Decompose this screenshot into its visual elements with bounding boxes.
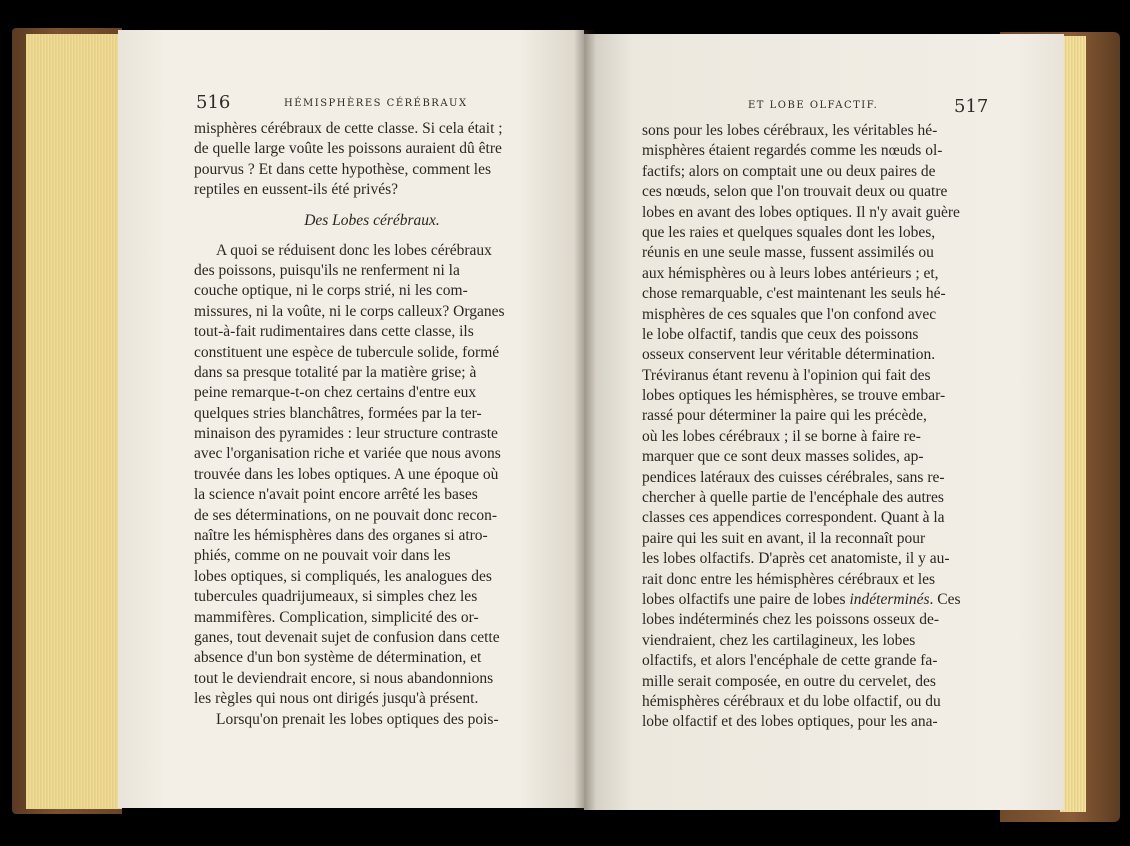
text-line: absence d'un bon système de détermination, et — [194, 649, 482, 667]
text-line: lobes indéterminés chez les poissons osseux de- — [642, 611, 940, 629]
right-page-text — [642, 121, 966, 733]
text-line: classes ces appendices correspondent. Quant à la — [642, 509, 945, 527]
text-line: de quelle large voûte les poissons auraient dû être — [194, 140, 502, 158]
text-line: misphères étaient regardés comme les nœuds ol- — [642, 142, 943, 160]
text-line: des poissons, puisqu'ils ne renferment ni la — [194, 261, 460, 279]
text-line: missures, ni la voûte, ni le corps calleux? Organes — [194, 302, 505, 320]
text-line: mille serait composée, en outre du cervelet, des — [642, 672, 936, 690]
italic-term: indéterminés — [849, 590, 930, 608]
text-line: quelques stries blanchâtres, formées par la ter- — [194, 404, 482, 422]
text-line: misphères cérébraux de cette classe. Si cela était ; — [194, 120, 503, 137]
text-line: lobe olfactif et des lobes optiques, pour les ana- — [642, 713, 938, 731]
text-line: les règles qui nous ont dirigés jusqu'à présent. — [194, 690, 479, 708]
text-line: rassé pour déterminer la paire qui les précède, — [642, 407, 927, 425]
left-page-edges — [26, 34, 122, 809]
text-line: lobes optiques, si compliqués, les analogues des — [194, 567, 492, 585]
text-line: pourvus ? Et dans cette hypothèse, comment les — [194, 160, 492, 178]
text-line: que les raies et quelques squales dont les lobes, — [642, 223, 936, 241]
text-line: olfactifs, et alors l'encéphale de cette grande fa- — [642, 652, 938, 670]
text-line: chose remarquable, c'est maintenant les seuls hé- — [642, 285, 946, 303]
left-page-number: 516 — [196, 92, 231, 113]
text-line: Tréviranus étant revenu à l'opinion qui fait des — [642, 366, 931, 384]
text-line: lobes optiques les hémisphères, se trouve embar- — [642, 387, 946, 405]
text-fragment: lobes olfactifs une paire de lobes — [642, 590, 850, 608]
text-line: aux hémisphères ou à leurs lobes antérieurs ; et, — [642, 264, 939, 282]
left-page-text — [194, 119, 550, 730]
text-line: ces nœuds, selon que l'on trouvait deux ou quatre — [642, 183, 948, 201]
text-line: pendices latéraux des cuisses cérébrales, sans re- — [642, 468, 945, 486]
text-line: sons pour les lobes cérébraux, les véritables hé- — [642, 122, 938, 139]
text-line: la science n'avait point encore arrêté les bases — [194, 486, 478, 504]
text-line: rait donc entre les hémisphères cérébraux et les — [642, 570, 936, 588]
text-line: factifs; alors on comptait une ou deux paires de — [642, 162, 936, 180]
text-line: dans sa presque totalité par la matière grise; à — [194, 363, 477, 381]
text-line: trouvée dans les lobes optiques. A une époque où — [194, 465, 499, 483]
right-running-head: ET LOBE OLFACTIF. — [748, 100, 879, 111]
section-heading: Des Lobes cérébraux. — [304, 211, 440, 229]
text-line: A quoi se réduisent donc les lobes cérébraux — [216, 241, 492, 259]
text-line: tout le deviendrait encore, si nous abandonnions — [194, 669, 494, 687]
text-line: hémisphères cérébraux et du lobe olfactif, ou du — [642, 692, 941, 710]
text-line: avec l'organisation riche et variée que nous avons — [194, 445, 501, 463]
text-line: minaison des pyramides : leur structure contraste — [194, 425, 498, 443]
text-line: misphères de ces squales que l'on confond avec — [642, 305, 937, 323]
right-page-number: 517 — [954, 96, 989, 117]
text-line: ganes, tout devenait sujet de confusion dans cette — [194, 628, 500, 646]
text-line: réunis en une seule masse, fussent assimilés ou — [642, 244, 934, 262]
text-line: naître les hémisphères dans des organes si atro- — [194, 527, 488, 545]
text-line: marquer que ce sont deux masses solides, ap- — [642, 448, 924, 466]
text-fragment: . Ces — [929, 590, 961, 608]
text-line: lobes en avant des lobes optiques. Il n'y avait guère — [642, 203, 960, 221]
text-line: osseux conservent leur véritable détermination. — [642, 346, 936, 364]
text-line: reptiles en eussent-ils été privés? — [194, 181, 399, 199]
book-gutter — [574, 30, 596, 810]
text-line: peine remarque-t-on chez certains d'entre eux — [194, 384, 477, 402]
text-line: constituent une espèce de tubercule solide, formé — [194, 343, 500, 361]
text-line — [642, 590, 966, 610]
text-line: chercher à quelle partie de l'encéphale des autres — [642, 489, 944, 507]
text-line: les lobes olfactifs. D'après cet anatomiste, il y au- — [642, 550, 950, 568]
text-line: viendraient, chez les cartilagineux, les lobes — [642, 631, 916, 649]
text-line: couche optique, ni le corps strié, ni les com- — [194, 282, 468, 300]
text-line: où les lobes cérébraux ; il se borne à faire re- — [642, 427, 921, 445]
text-line: tubercules quadrijumeaux, si simples chez les — [194, 588, 478, 606]
text-line: mammifères. Complication, simplicité des or- — [194, 608, 479, 626]
text-line: le lobe olfactif, tandis que ceux des poissons — [642, 325, 919, 343]
text-line: paire qui les suit en avant, il la reconnaît pour — [642, 529, 926, 547]
left-running-head: HÉMISPHÈRES CÉRÉBRAUX — [284, 98, 468, 109]
text-line: de ses déterminations, on ne pouvait donc recon- — [194, 506, 498, 524]
text-line: phiés, comme on ne pouvait voir dans les — [194, 547, 451, 565]
text-line: Lorsqu'on prenait les lobes optiques des pois- — [216, 710, 499, 728]
text-line: tout-à-fait rudimentaires dans cette classe, ils — [194, 323, 474, 341]
